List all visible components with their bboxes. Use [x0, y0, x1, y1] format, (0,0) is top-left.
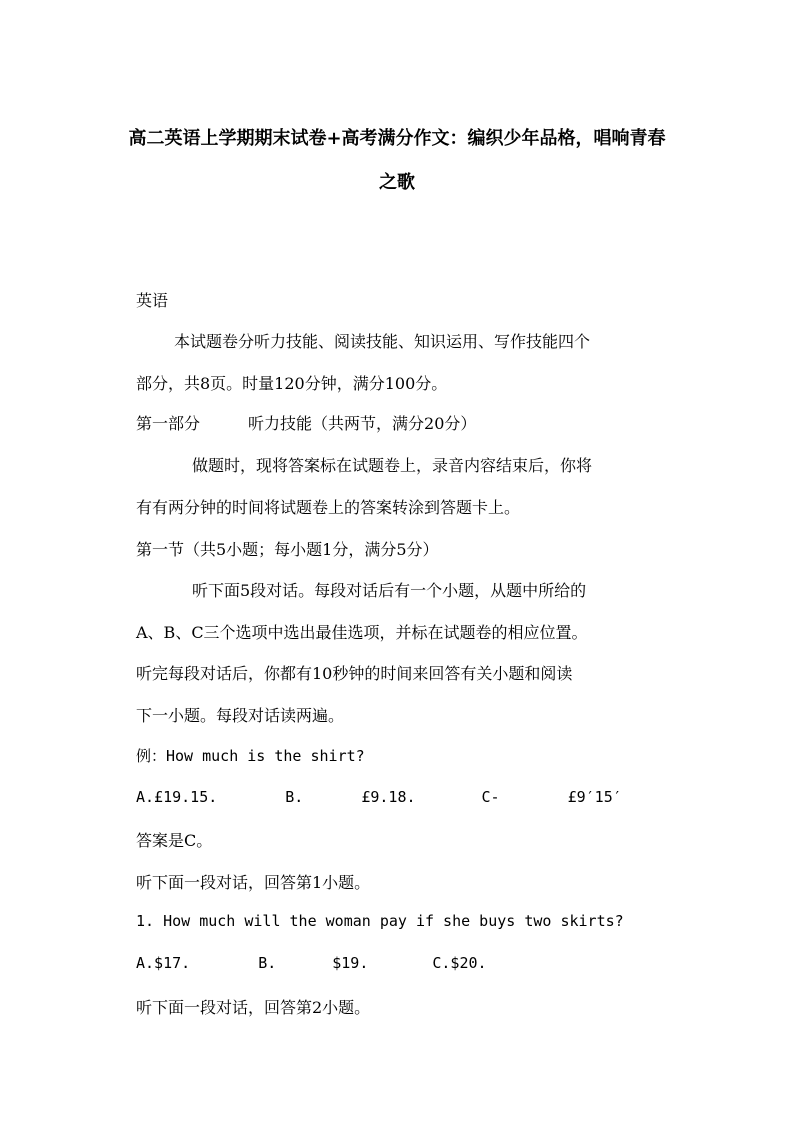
- question-one-options: [136, 954, 487, 972]
- part-one-title: 听力技能（共两节，满分20分）: [248, 414, 477, 433]
- example-question: 例：How much is the shirt?: [136, 747, 365, 765]
- listening-instruction-line-4: 下一小题。每段对话读两遍。: [136, 706, 345, 725]
- example-options: [136, 788, 622, 806]
- example-option-c-label: C-: [481, 788, 500, 806]
- part-one-label: 第一部分: [136, 414, 201, 433]
- intro-paragraph-line-2: 部分，共8页。时量120分钟，满分100分。: [136, 374, 448, 393]
- question-one-intro: 听下面一段对话，回答第1小题。: [136, 873, 371, 892]
- question-two-intro: 听下面一段对话，回答第2小题。: [136, 998, 371, 1017]
- question-one-option-a: A.$17.: [136, 954, 191, 972]
- question-one: 1. How much will the woman pay if she buys two skirts?: [136, 912, 624, 930]
- document-title-line-1: 高二英语上学期期末试卷+高考满分作文：编织少年品格，唱响青春: [128, 128, 666, 149]
- example-answer: 答案是C。: [136, 831, 213, 850]
- example-option-b-label: B.: [285, 788, 304, 806]
- part-one-heading: [136, 411, 476, 434]
- listening-instruction-line-3: 听完每段对话后，你都有10秒钟的时间来回答有关小题和阅读: [136, 664, 573, 683]
- question-one-option-b: $19.: [332, 954, 369, 972]
- listening-instruction-line-1: 听下面5段对话。每段对话后有一个小题，从题中所给的: [192, 581, 587, 600]
- example-option-c: £9′15′: [567, 788, 622, 806]
- listening-instruction-line-2: A、B、C三个选项中选出最佳选项，并标在试题卷的相应位置。: [136, 623, 588, 642]
- document-title-line-2: 之歌: [379, 172, 415, 193]
- intro-paragraph-line-1: 本试题卷分听力技能、阅读技能、知识运用、写作技能四个: [174, 332, 591, 351]
- instruction-line-1: 做题时，现将答案标在试题卷上，录音内容结束后，你将: [192, 456, 593, 475]
- subject-label: 英语: [136, 291, 169, 310]
- instruction-line-2: 有有两分钟的时间将试题卷上的答案转涂到答题卡上。: [136, 498, 521, 517]
- section-one-heading: 第一节（共5小题；每小题1分，满分5分）: [136, 540, 439, 559]
- question-one-option-c: C.$20.: [432, 954, 487, 972]
- example-option-b: £9.18.: [361, 788, 416, 806]
- question-one-option-b-label: B.: [258, 954, 277, 972]
- example-option-a: A.£19.15.: [136, 788, 218, 806]
